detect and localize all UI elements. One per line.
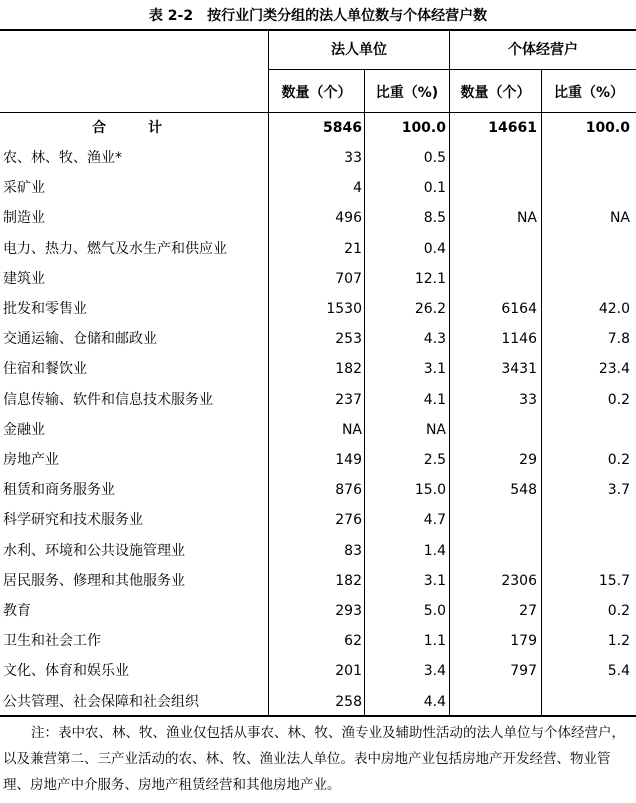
table-row [0, 294, 636, 324]
count-legal: 253 [335, 331, 362, 348]
industry-name: 批发和零售业 [3, 301, 87, 317]
count-legal: 293 [335, 603, 362, 619]
table-row [0, 596, 636, 626]
ratio-individual: 7.8 [607, 331, 630, 348]
industry-name: 文化、体育和娱乐业 [3, 663, 129, 680]
ratio-legal: 3.4 [423, 663, 446, 680]
count-legal: 4 [353, 180, 362, 197]
table-row [0, 354, 636, 384]
industry-name: 信息传输、软件和信息技术服务业 [3, 391, 213, 408]
table-row [0, 505, 636, 535]
ratio-individual: 0.2 [607, 452, 630, 468]
ratio-legal: 4.3 [423, 331, 446, 348]
count-individual: 33 [519, 391, 537, 408]
count-legal: 707 [335, 270, 362, 287]
ratio-individual: 3.7 [607, 482, 630, 499]
industry-name: 采矿业 [3, 180, 45, 197]
count-legal: 182 [335, 361, 362, 378]
group-rule [269, 69, 636, 70]
ratio-legal: 2.5 [423, 452, 446, 468]
ratio-legal: 12.1 [414, 270, 446, 287]
count-individual: 179 [510, 633, 537, 650]
industry-name: 公共管理、社会保障和社会组织 [3, 693, 199, 710]
count-individual: 6164 [501, 301, 537, 317]
industry-name: 住宿和餐饮业 [3, 361, 87, 378]
count-legal: 1530 [326, 301, 362, 317]
count-legal: 62 [344, 633, 362, 650]
ratio-individual: 0.2 [607, 603, 630, 619]
count-legal: 276 [335, 512, 362, 529]
ratio-legal: 4.1 [423, 391, 446, 408]
ratio-individual: 15.7 [598, 572, 630, 589]
ratio-legal: 4.7 [423, 512, 446, 529]
header-count-individual: 数量（个） [460, 85, 531, 101]
ratio-legal: 3.1 [423, 572, 446, 589]
header-ratio-legal: 比重（%) [375, 85, 439, 101]
ratio-legal: 8.5 [423, 210, 446, 227]
table-row [0, 173, 636, 203]
ratio-legal: NA [425, 421, 446, 438]
table-row [0, 203, 636, 233]
table-row [0, 264, 636, 294]
table-row [0, 566, 636, 596]
table-row [0, 324, 636, 354]
industry-name: 农、林、牧、渔业* [3, 150, 122, 166]
table-title: 表 2-2 按行业门类分组的法人单位数与个体经营户数 [148, 8, 488, 24]
header-group-individual: 个体经营户 [508, 42, 578, 58]
count-legal: 201 [335, 663, 362, 680]
table-row [0, 626, 636, 656]
total-ratio-individual: 100.0 [585, 120, 630, 136]
total-count-legal: 5846 [323, 120, 362, 136]
table-row [0, 445, 636, 475]
count-legal: 21 [344, 240, 362, 257]
table-footnote: 注：表中农、林、牧、渔业仅包括从事农、林、牧、渔专业及辅助性活动的法人单位与个体经营户，以及兼营第二、三产业活动的农、林、牧、渔业法人单位。表中房地产业包括房地产开发经营、物业管理、房地产中介服务、房地产租赁经营和其他房地产业。 [3, 725, 625, 793]
ratio-individual: 23.4 [598, 361, 630, 378]
table-row [0, 536, 636, 566]
total-count-individual: 14661 [488, 120, 537, 136]
count-legal: 33 [344, 150, 362, 166]
industry-name: 房地产业 [3, 452, 59, 468]
ratio-legal: 15.0 [414, 482, 446, 499]
total-label: 合 计 [92, 120, 176, 136]
total-ratio-legal: 100.0 [401, 120, 446, 136]
ratio-legal: 26.2 [414, 301, 446, 317]
ratio-legal: 1.1 [423, 633, 446, 650]
industry-name: 水利、环境和公共设施管理业 [3, 542, 185, 559]
count-legal: 876 [335, 482, 362, 499]
table-row-total [0, 113, 636, 143]
header-ratio-individual: 比重（%） [553, 85, 625, 101]
ratio-legal: 1.4 [423, 542, 446, 559]
count-individual: 548 [510, 482, 537, 499]
table-row [0, 143, 636, 173]
industry-name: 教育 [3, 603, 31, 619]
ratio-individual: 1.2 [607, 633, 630, 650]
count-legal: 258 [335, 693, 362, 710]
industry-name: 建筑业 [3, 270, 45, 287]
count-legal: 496 [335, 210, 362, 227]
industry-name: 租赁和商务服务业 [3, 482, 115, 499]
table-row [0, 687, 636, 717]
count-individual: 2306 [501, 572, 537, 589]
industry-name: 卫生和社会工作 [3, 633, 101, 650]
industry-name: 交通运输、仓储和邮政业 [3, 331, 157, 348]
count-legal: NA [341, 421, 362, 438]
header-count-legal: 数量（个） [281, 85, 352, 101]
ratio-individual: 5.4 [607, 663, 630, 680]
count-individual: 3431 [501, 361, 537, 378]
count-individual: 29 [519, 452, 537, 468]
ratio-individual: 0.2 [607, 391, 630, 408]
table-row [0, 656, 636, 686]
ratio-legal: 4.4 [423, 693, 446, 710]
table-row [0, 385, 636, 415]
count-individual: NA [516, 210, 537, 227]
industry-name: 电力、热力、燃气及水生产和供应业 [3, 240, 227, 257]
count-individual: 797 [510, 663, 537, 680]
table-row [0, 234, 636, 264]
table-row [0, 475, 636, 505]
industry-name: 制造业 [3, 210, 45, 227]
industry-name: 居民服务、修理和其他服务业 [3, 572, 185, 589]
industry-name: 金融业 [3, 421, 45, 438]
industry-name: 科学研究和技术服务业 [3, 512, 143, 529]
count-legal: 83 [344, 542, 362, 559]
header-group-legal-units: 法人单位 [331, 42, 387, 58]
ratio-individual: 42.0 [598, 301, 630, 317]
ratio-individual: NA [609, 210, 630, 227]
ratio-legal: 5.0 [423, 603, 446, 619]
ratio-legal: 0.5 [423, 150, 446, 166]
count-individual: 1146 [501, 331, 537, 348]
top-rule [0, 29, 636, 31]
count-individual: 27 [519, 603, 537, 619]
ratio-legal: 3.1 [423, 361, 446, 378]
table-row [0, 415, 636, 445]
count-legal: 182 [335, 572, 362, 589]
ratio-legal: 0.4 [423, 240, 446, 257]
count-legal: 237 [335, 391, 362, 408]
ratio-legal: 0.1 [423, 180, 446, 197]
count-legal: 149 [335, 452, 362, 468]
